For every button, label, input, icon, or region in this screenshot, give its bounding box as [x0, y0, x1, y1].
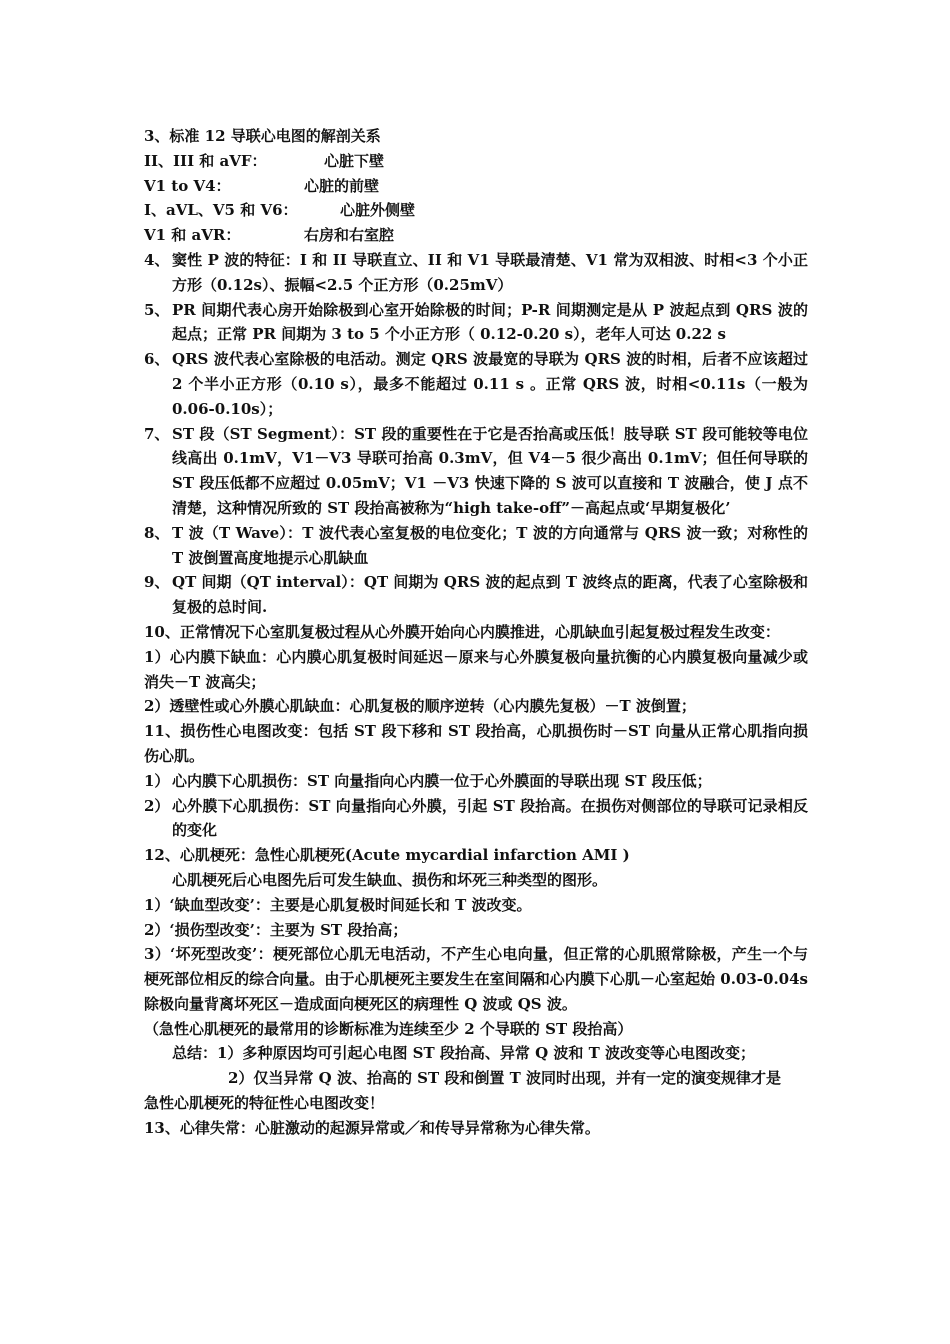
item-text: QT 间期（QT interval）：QT 间期为 QRS 波的起点到 T 波终点的距离，代表了心室除极和复极的总时间.	[172, 573, 808, 617]
paragraph-10: 10、正常情况下心室肌复极过程从心外膜开始向心内膜推进，心肌缺血引起复极过程发生改变：	[144, 622, 780, 641]
item-number: 6、	[144, 350, 170, 369]
lead-row	[144, 174, 808, 199]
lead-row	[144, 149, 808, 174]
paragraph-12-intro: 心肌梗死后心电图先后可发生缺血、损伤和坏死三种类型的图形。	[172, 870, 608, 889]
paragraph-10-sub-2: 2）透壁性或心外膜心肌缺血：心肌复极的顺序逆转（心内膜先复极）－T 波倒置；	[144, 697, 696, 716]
lead-region: 心脏下壁	[324, 151, 385, 170]
lead-region: 右房和右室腔	[304, 226, 395, 245]
item-number: 1）	[144, 771, 170, 790]
numbered-item	[144, 794, 808, 844]
summary-line-1: 总结：1）多种原因均可引起心电图 ST 段抬高、异常 Q 波和 T 波改变等心电图改变；	[172, 1044, 755, 1063]
paragraph-10-sub-1: 1）心内膜下缺血：心内膜心肌复极时间延迟－原来与心外膜复极向量抗衡的心内膜复极向量减少或消失－T 波高尖；	[144, 647, 808, 691]
paragraph-12-sub-2: 2）‘损伤型改变’：主要为 ST 段抬高；	[144, 920, 408, 939]
item-number: 2）	[144, 796, 170, 815]
lead-name: V1 和 aVR：	[144, 226, 241, 245]
item-number: 8、	[144, 523, 170, 542]
paragraph-12-sub-1: 1）‘缺血型改变’：主要是心肌复极时间延长和 T 波改变。	[144, 895, 532, 914]
item-text: T 波（T Wave）：T 波代表心室复极的电位变化；T 波的方向通常与 QRS 波一致；对称性的 T 波倒置高度地提示心肌缺血	[172, 523, 808, 567]
item-number: 5、	[144, 300, 170, 319]
item-number: 9、	[144, 573, 170, 592]
numbered-item	[144, 570, 808, 620]
summary-line-2: 2）仅当异常 Q 波、抬高的 ST 段和倒置 T 波同时出现，并有一定的演变规律才是	[228, 1069, 781, 1088]
lead-row	[144, 198, 808, 223]
numbered-item	[144, 769, 808, 794]
lead-name: II、III 和 aVF：	[144, 151, 267, 170]
numbered-item	[144, 422, 808, 521]
paragraph-12: 12、心肌梗死：急性心肌梗死(Acute mycardial infarction AMI )	[144, 846, 630, 865]
numbered-item	[144, 521, 808, 571]
numbered-item	[144, 347, 808, 421]
diagnosis-note: （急性心肌梗死的最常用的诊断标准为连续至少 2 个导联的 ST 段抬高）	[144, 1019, 633, 1038]
lead-region: 心脏外侧壁	[340, 201, 416, 220]
item-text: 窦性 P 波的特征：I 和 II 导联直立、II 和 V1 导联最清楚、V1 常为双相波、时相<3 个小正方形（0.12s）、振幅<2.5 个正方形（0.25mV）	[172, 250, 808, 294]
item-number: 4、	[144, 250, 170, 269]
item-text: ST 段（ST Segment）：ST 段的重要性在于它是否抬高或压低！肢导联 ST 段可能较等电位线高出 0.1mV，V1－V3 导联可抬高 0.3mV，但 V4－5 很少高出 0.1mV；但任何导联的 ST 段压低都不应超过 0.05mV；V1 －V3 快速下降的 S 波可以直接和 T 波融合，使 J 点不清楚，这种情况所致的 ST 段抬高被称为“high take-off”－高起点或‘早期复极化’	[172, 424, 808, 517]
lead-name: I、aVL、V5 和 V6：	[144, 201, 298, 220]
item-number: 7、	[144, 424, 170, 443]
numbered-item	[144, 248, 808, 298]
paragraph-12-sub-3: 3）‘坏死型改变’：梗死部位心肌无电活动，不产生心电向量，但正常的心肌照常除极，产生一个与梗死部位相反的综合向量。由于心肌梗死主要发生在室间隔和心内膜下心肌－心室起始 0.03-0.04s 除极向量背离坏死区－造成面向梗死区的病理性 Q 波或 QS 波。	[144, 945, 808, 1013]
numbered-item	[144, 298, 808, 348]
item-text: PR 间期代表心房开始除极到心室开始除极的时间；P-R 间期测定是从 P 波起点到 QRS 波的起点；正常 PR 间期为 3 to 5 个小正方形（ 0.12-0.20 s），老年人可达 0.22 s	[172, 300, 808, 344]
item-text: QRS 波代表心室除极的电活动。测定 QRS 波最宽的导联为 QRS 波的时相，后者不应该超过 2 个半小正方形（0.10 s），最多不能超过 0.11 s 。正常 QRS 波，时相<0.11s（一般为 0.06-0.10s）；	[172, 350, 808, 418]
paragraph-13: 13、心律失常：心脏激动的起源异常或／和传导异常称为心律失常。	[144, 1118, 600, 1137]
summary-line-3: 急性心肌梗死的特征性心电图改变！	[144, 1094, 385, 1113]
lead-row	[144, 223, 808, 248]
section-heading-3: 3、标准 12 导联心电图的解剖关系	[144, 127, 381, 145]
paragraph-11: 11、损伤性心电图改变：包括 ST 段下移和 ST 段抬高，心肌损伤时－ST 向量从正常心肌指向损伤心肌。	[144, 722, 808, 765]
lead-name: V1 to V4：	[144, 176, 231, 195]
item-text: 心内膜下心肌损伤：ST 向量指向心内膜一位于心外膜面的导联出现 ST 段压低；	[172, 771, 712, 790]
item-text: 心外膜下心肌损伤：ST 向量指向心外膜，引起 ST 段抬高。在损伤对侧部位的导联可记录相反的变化	[172, 796, 808, 840]
document-body	[144, 124, 808, 1141]
lead-region: 心脏的前壁	[304, 176, 380, 195]
